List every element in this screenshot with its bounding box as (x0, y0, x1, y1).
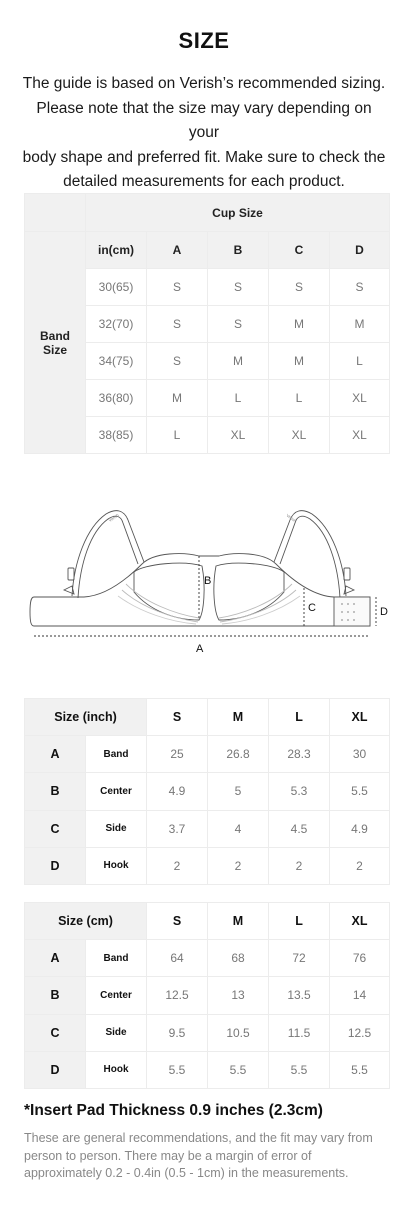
size-header: L (269, 903, 330, 940)
label-b: B (204, 575, 212, 587)
size-cell: XL (330, 417, 390, 454)
measure-part: Band (86, 940, 147, 977)
right-strap (274, 511, 346, 596)
size-cell: L (330, 343, 390, 380)
size-cell: M (208, 343, 269, 380)
value-cell: 5.3 (269, 773, 330, 810)
size-cell: S (147, 269, 208, 306)
value-cell: 3.7 (147, 810, 208, 847)
label-a: A (196, 643, 204, 655)
table-row (25, 736, 390, 773)
cup-table-corner (25, 194, 86, 232)
measure-letter: C (25, 1014, 86, 1051)
table-row (25, 940, 390, 977)
size-cell: M (147, 380, 208, 417)
measure-part: Center (86, 977, 147, 1014)
cup-header: B (208, 232, 269, 269)
value-cell: 26.8 (208, 736, 269, 773)
value-cell: 25 (147, 736, 208, 773)
page-title: SIZE (178, 28, 230, 53)
hook-panel (334, 597, 370, 626)
measure-part: Side (86, 1014, 147, 1051)
band-outline (30, 554, 370, 626)
band-size-label: Band Size (25, 232, 86, 454)
size-header: L (269, 699, 330, 736)
size-header: S (147, 699, 208, 736)
table-row (25, 977, 390, 1014)
value-cell: 2 (147, 847, 208, 884)
measure-letter: B (25, 773, 86, 810)
cup-header: D (330, 232, 390, 269)
band-cell: 30(65) (86, 269, 147, 306)
value-cell: 13.5 (269, 977, 330, 1014)
measure-part: Center (86, 773, 147, 810)
band-cell: 38(85) (86, 417, 147, 454)
value-cell: 10.5 (208, 1014, 269, 1051)
value-cell: 5.5 (269, 1051, 330, 1088)
value-cell: 5.5 (330, 773, 390, 810)
size-cell: XL (208, 417, 269, 454)
left-cup (134, 563, 204, 620)
size-cm-table (24, 902, 390, 1089)
size-cell: XL (269, 417, 330, 454)
band-cell: 34(75) (86, 343, 147, 380)
value-cell: 11.5 (269, 1014, 330, 1051)
size-cell: XL (330, 380, 390, 417)
intro-line: Please note that the size may vary depending on your (36, 99, 372, 141)
label-d: D (380, 606, 388, 618)
size-cell: S (147, 306, 208, 343)
cup-header: C (269, 232, 330, 269)
table-row (25, 847, 390, 884)
value-cell: 14 (330, 977, 390, 1014)
label-c: C (308, 602, 316, 614)
size-cell: L (208, 380, 269, 417)
size-inch-table (24, 698, 390, 885)
size-cell: S (269, 269, 330, 306)
cup-size-caption: Cup Size (86, 194, 390, 232)
value-cell: 12.5 (330, 1014, 390, 1051)
value-cell: 9.5 (147, 1014, 208, 1051)
measure-part: Hook (86, 1051, 147, 1088)
value-cell: 5.5 (330, 1051, 390, 1088)
strap-print: Verish (285, 512, 298, 524)
size-header: XL (330, 699, 390, 736)
measure-letter: D (25, 1051, 86, 1088)
value-cell: 64 (147, 940, 208, 977)
value-cell: 28.3 (269, 736, 330, 773)
table-header: Size (inch) (25, 699, 147, 736)
size-cell: S (147, 343, 208, 380)
size-cell: L (269, 380, 330, 417)
measure-part: Band (86, 736, 147, 773)
table-header: Size (cm) (25, 903, 147, 940)
size-cell: M (269, 306, 330, 343)
measure-letter: A (25, 736, 86, 773)
fit-disclaimer: These are general recommendations, and the fit may vary from person to person. There may be a margin of error of approximately 0.2 - 0.4in (0.5 - 1cm) in the measurements. (24, 1131, 373, 1180)
measure-part: Hook (86, 847, 147, 884)
value-cell: 13 (208, 977, 269, 1014)
size-header: XL (330, 903, 390, 940)
size-cell: S (208, 269, 269, 306)
intro-line: The guide is based on Verish’s recommended sizing. (22, 75, 386, 92)
size-cell: M (269, 343, 330, 380)
intro-text (20, 72, 388, 195)
band-cell: 36(80) (86, 380, 147, 417)
cup-header: A (147, 232, 208, 269)
value-cell: 30 (330, 736, 390, 773)
measure-letter: B (25, 977, 86, 1014)
size-header: S (147, 903, 208, 940)
value-cell: 72 (269, 940, 330, 977)
measure-letter: A (25, 940, 86, 977)
value-cell: 4.9 (147, 773, 208, 810)
intro-line: detailed measurements for each product. (63, 173, 345, 190)
table-row (25, 810, 390, 847)
measure-part: Side (86, 810, 147, 847)
value-cell: 4 (208, 810, 269, 847)
table-row (25, 1051, 390, 1088)
value-cell: 12.5 (147, 977, 208, 1014)
value-cell: 68 (208, 940, 269, 977)
value-cell: 2 (208, 847, 269, 884)
band-cell: 32(70) (86, 306, 147, 343)
bra-measurement-diagram (24, 492, 394, 662)
size-header: M (208, 699, 269, 736)
size-cell: S (208, 306, 269, 343)
value-cell: 2 (330, 847, 390, 884)
size-cell: L (147, 417, 208, 454)
measure-letter: D (25, 847, 86, 884)
value-cell: 76 (330, 940, 390, 977)
intro-line: body shape and preferred fit. Make sure to check the (22, 148, 386, 166)
table-row (25, 773, 390, 810)
left-strap (72, 511, 144, 596)
cup-size-table (24, 193, 390, 454)
pad-thickness-heading: *Insert Pad Thickness 0.9 inches (2.3cm) (24, 1102, 323, 1119)
value-cell: 5.5 (208, 1051, 269, 1088)
size-header: M (208, 903, 269, 940)
size-cell: M (330, 306, 390, 343)
strap-print: Verish (107, 512, 120, 523)
unit-header: in(cm) (86, 232, 147, 269)
table-row (25, 1014, 390, 1051)
value-cell: 2 (269, 847, 330, 884)
value-cell: 4.5 (269, 810, 330, 847)
right-cup (214, 563, 284, 620)
value-cell: 4.9 (330, 810, 390, 847)
size-cell: S (330, 269, 390, 306)
measure-letter: C (25, 810, 86, 847)
value-cell: 5.5 (147, 1051, 208, 1088)
value-cell: 5 (208, 773, 269, 810)
